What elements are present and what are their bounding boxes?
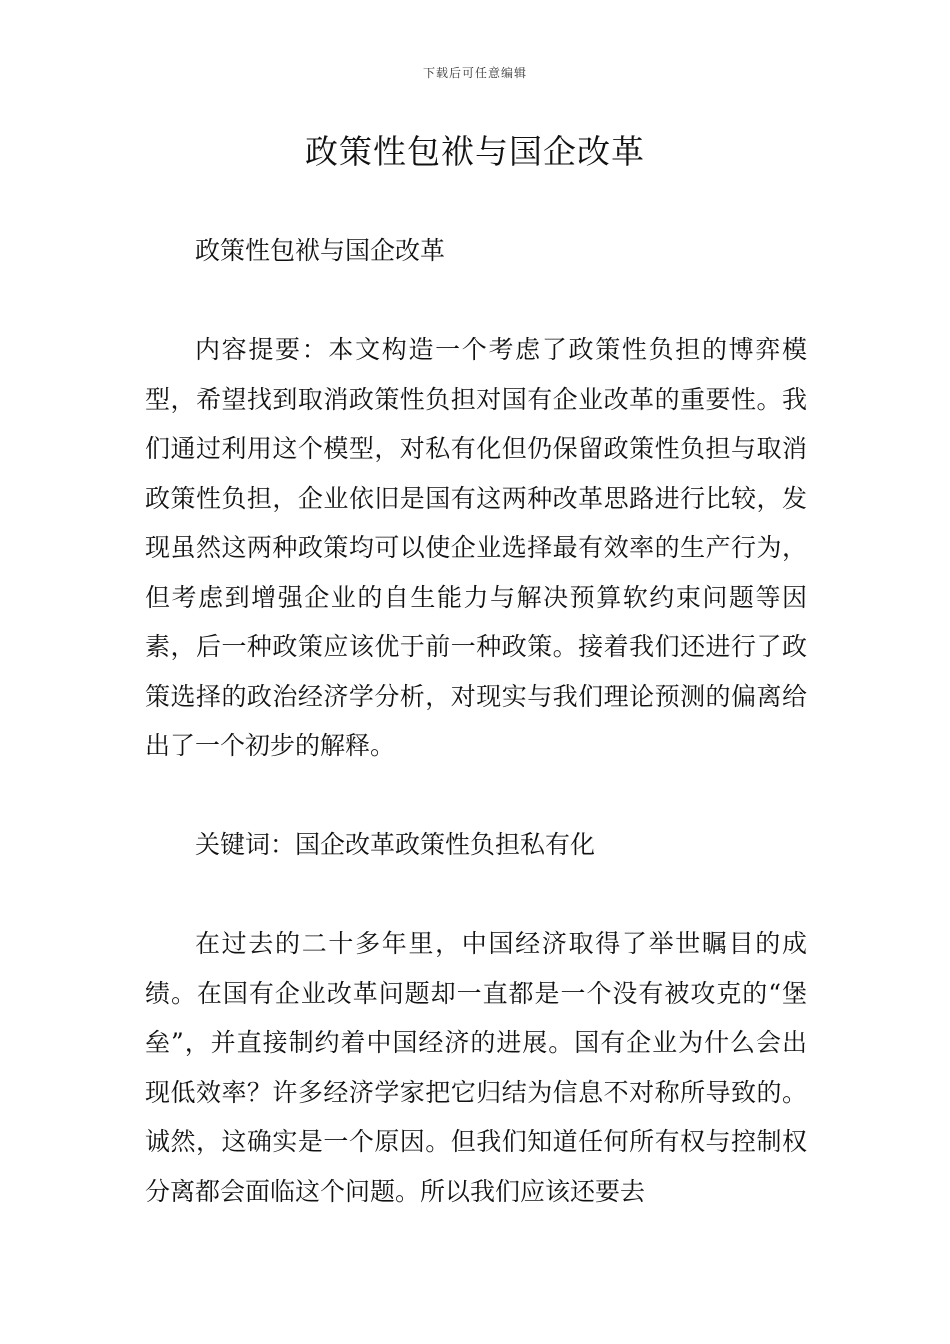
document-title: 政策性包袱与国企改革: [305, 132, 645, 171]
header-note: 下载后可任意编辑: [422, 66, 527, 80]
abstract-paragraph: 内容提要：本文构造一个考虑了政策性负担的博弈模型，希望找到取消政策性负担对国有企业改革的重要性。我们通过利用这个模型，对私有化但仍保留政策性负担与取消政策性负担，企业依旧是国有这两种改革思路进行比较，发现虽然这两种政策均可以使企业选择最有效率的生产行为，但考虑到增强企业的自生能力与解决预算软约束问题等因素，后一种政策应该优于前一种政策。接着我们还进行了政策选择的政治经济学分析，对现实与我们理论预测的偏离给出了一个初步的解释。: [145, 335, 807, 760]
paragraph-gap: [145, 771, 807, 821]
subtitle-paragraph: 政策性包袱与国企改革: [195, 236, 446, 265]
body-paragraph: 在过去的二十多年里，中国经济取得了举世瞩目的成绩。在国有企业改革问题却一直都是一个没有被攻克的“堡垒”，并直接制约着中国经济的进展。国有企业为什么会出现低效率？许多经济学家把它归结为信息不对称所导致的。诚然，这确实是一个原因。但我们知道任何所有权与控制权分离都会面临这个问题。所以我们应该还要去: [145, 929, 807, 1206]
document-body: [145, 226, 807, 1216]
paragraph-gap: [145, 870, 807, 920]
keywords-paragraph: 关键词：国企改革政策性负担私有化: [195, 830, 596, 859]
paragraph-gap: [145, 276, 807, 326]
